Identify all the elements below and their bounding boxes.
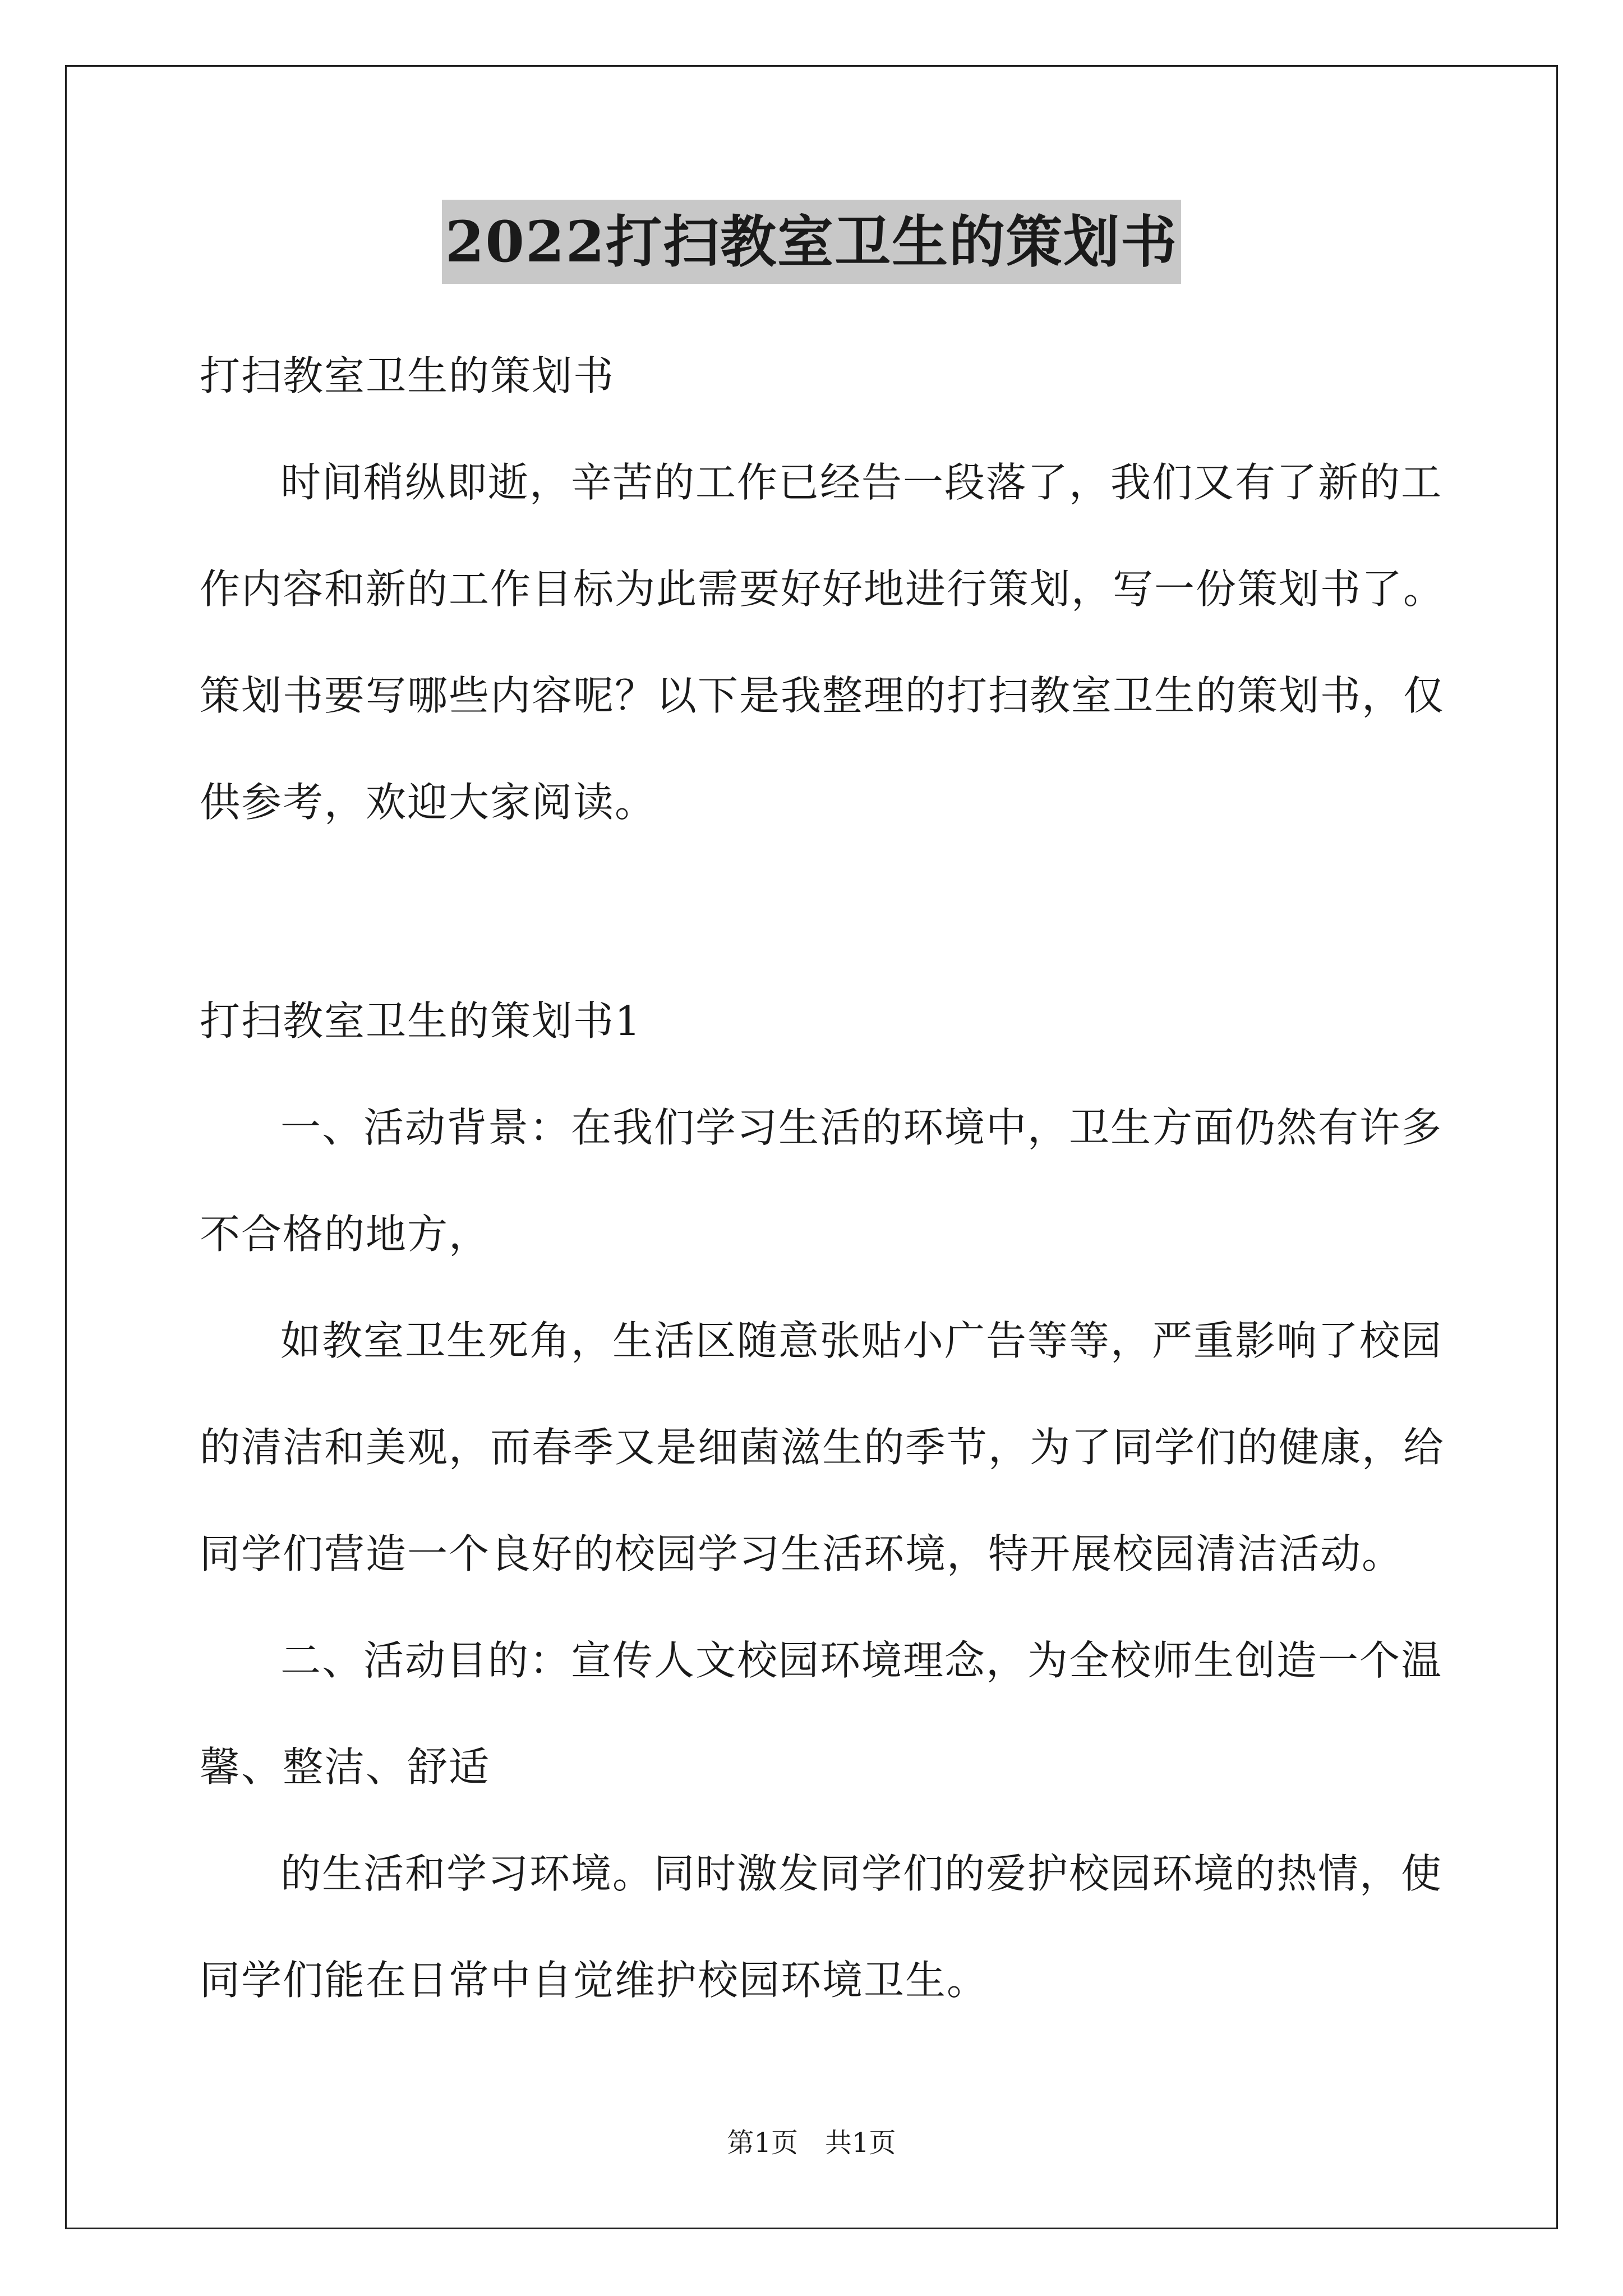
paragraph-line: 同学们能在日常中自觉维护校园环境卫生。 [200, 1957, 989, 2004]
paragraph-line: 二、活动目的：宣传人文校园环境理念，为全校师生创造一个温 [280, 1637, 1443, 1684]
paragraph-line: 如教室卫生死角，生活区随意张贴小广告等等，严重影响了校园 [280, 1317, 1443, 1364]
paragraph-line: 馨、整洁、舒适 [200, 1743, 491, 1791]
paragraph-line: 供参考，欢迎大家阅读。 [200, 779, 657, 826]
document-title: 2022打扫教室卫生的策划书 [442, 200, 1181, 284]
subtitle-line: 打扫教室卫生的策划书 [200, 352, 615, 399]
title-container [0, 200, 1623, 284]
paragraph-line: 同学们营造一个良好的校园学习生活环境，特开展校园清洁活动。 [200, 1530, 1404, 1577]
paragraph-line: 策划书要写哪些内容呢？以下是我整理的打扫教室卫生的策划书，仅 [200, 672, 1445, 719]
paragraph-line: 的清洁和美观，而春季又是细菌滋生的季节，为了同学们的健康，给 [200, 1424, 1445, 1471]
paragraph-line: 作内容和新的工作目标为此需要好好地进行策划，写一份策划书了。 [200, 565, 1445, 613]
paragraph-line: 时间稍纵即逝，辛苦的工作已经告一段落了，我们又有了新的工 [280, 459, 1443, 506]
paragraph-line: 的生活和学习环境。同时激发同学们的爱护校园环境的热情，使 [280, 1850, 1443, 1897]
paragraph-line: 不合格的地方， [200, 1211, 491, 1258]
page-footer: 第1页 共1页 [727, 2127, 896, 2159]
section-heading: 打扫教室卫生的策划书1 [200, 997, 642, 1045]
paragraph-line: 一、活动背景：在我们学习生活的环境中，卫生方面仍然有许多 [280, 1104, 1443, 1151]
